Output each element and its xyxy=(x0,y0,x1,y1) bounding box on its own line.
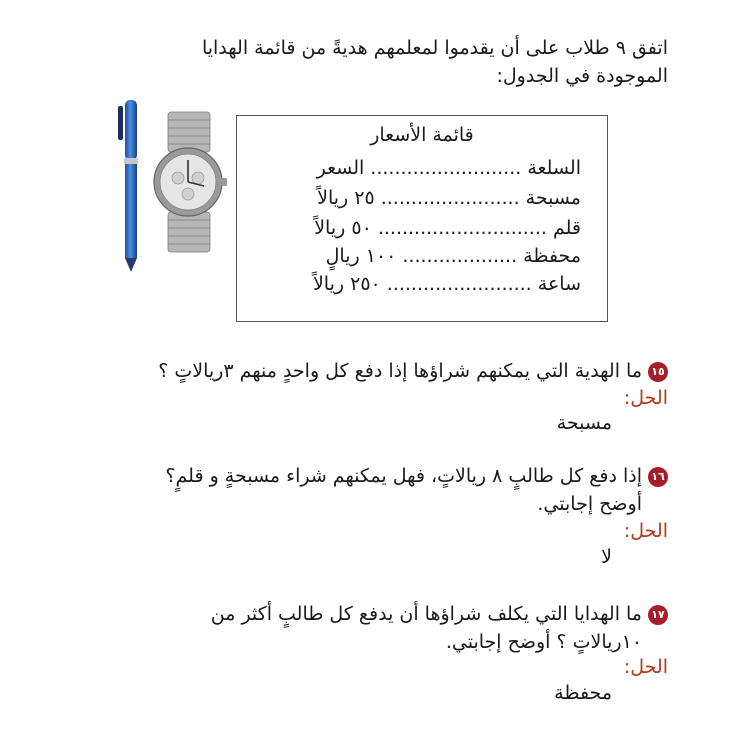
question-17-text-line2: ١٠ريالاتٍ ؟ أوضح إجابتي. xyxy=(445,631,642,653)
question-16-text-line1: إذا دفع كل طالبٍ ٨ ريالاتٍ، فهل يمكنهم شراء مسبحةٍ و قلمٍ؟ xyxy=(165,465,642,487)
intro-paragraph xyxy=(28,34,668,90)
question-16-text-line2: أوضح إجابتي. xyxy=(537,493,642,515)
question-17-badge: ١٧ xyxy=(648,605,668,625)
price-row-wallet: محفظة ................... ١٠٠ ريالٍ xyxy=(325,245,581,267)
intro-line-2: الموجودة في الجدول: xyxy=(496,65,668,87)
price-row-rosary: مسبحة ....................... ٢٥ ريالاً xyxy=(317,187,581,209)
price-list-header: السلعة ......................... السعر xyxy=(316,157,581,179)
question-16-badge: ١٦ xyxy=(648,467,668,487)
question-16-answer: لا xyxy=(601,546,612,568)
question-15 xyxy=(68,357,668,385)
question-16-solution-label: الحل: xyxy=(623,520,668,542)
question-15-solution-label: الحل: xyxy=(623,387,668,409)
question-16 xyxy=(68,462,668,518)
question-17-solution-label: الحل: xyxy=(623,656,668,678)
question-15-answer: مسبحة xyxy=(556,412,612,434)
question-17-text-line1: ما الهدايا التي يكلف شراؤها أن يدفع كل طالبٍ أكثر من xyxy=(210,603,642,625)
price-list-title: قائمة الأسعار xyxy=(370,124,474,146)
question-15-text: ما الهدية التي يمكنهم شراؤها إذا دفع كل واحدٍ منهم ٣ريالاتٍ ؟ xyxy=(158,360,642,382)
price-row-pen: قلم ............................ ٥٠ ريالاً xyxy=(314,217,581,239)
question-17 xyxy=(68,600,668,656)
watch-icon xyxy=(150,108,230,256)
question-15-badge: ١٥ xyxy=(648,362,668,382)
question-17-answer: محفظة xyxy=(554,682,612,704)
intro-line-1: اتفق ٩ طلاب على أن يقدموا لمعلمهم هديةً من قائمة الهدايا xyxy=(201,37,668,59)
price-list-box xyxy=(236,115,608,322)
pen-icon xyxy=(112,98,148,274)
price-row-watch: ساعة ........................ ٢٥٠ ريالاً xyxy=(312,273,581,295)
